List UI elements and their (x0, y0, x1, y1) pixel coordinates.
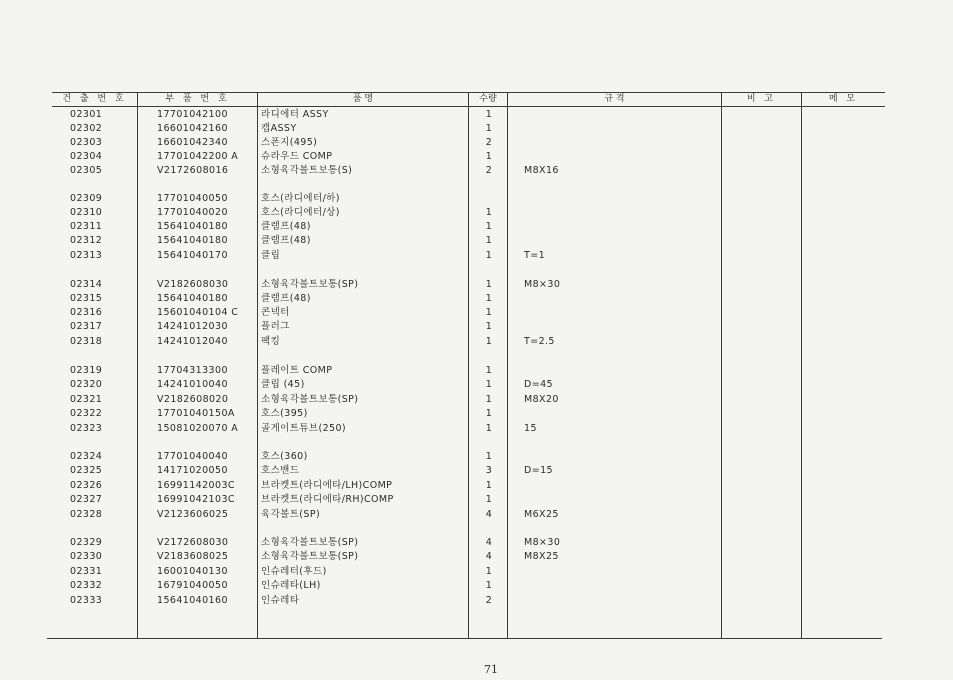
row-quantity: 4 (485, 537, 493, 548)
row-part-number: 17701042100 (157, 109, 228, 120)
row-number: 02319 (70, 365, 103, 376)
page-number: 71 (484, 663, 498, 676)
row-part-number: 16001040130 (157, 566, 228, 577)
row-part-number: 16991142003C (157, 480, 235, 491)
col-divider-2 (257, 92, 258, 638)
row-number: 02312 (70, 235, 103, 246)
row-number: 02328 (70, 509, 103, 520)
row-number: 02333 (70, 595, 103, 606)
row-quantity: 1 (485, 394, 493, 405)
row-part-number: 16991042103C (157, 494, 235, 505)
row-part-number: V2172608016 (157, 165, 229, 176)
row-part-name: 클램프(48) (261, 293, 311, 304)
row-part-name: 클램프(48) (261, 221, 311, 232)
row-spec: M8X20 (524, 394, 559, 405)
row-part-name: 콘넥터 (261, 307, 290, 318)
row-spec: M8×30 (524, 279, 561, 290)
row-part-name: 인슈레터(후드) (261, 566, 327, 577)
row-part-number: V2182608020 (157, 394, 229, 405)
row-spec: M6X25 (524, 509, 559, 520)
row-part-name: 클램프(48) (261, 235, 311, 246)
row-part-number: 16601042160 (157, 123, 228, 134)
row-number: 02303 (70, 137, 103, 148)
row-quantity: 3 (485, 465, 493, 476)
row-part-number: 17701040020 (157, 207, 228, 218)
row-quantity: 2 (485, 137, 493, 148)
row-spec: M8×30 (524, 537, 561, 548)
row-quantity: 2 (485, 595, 493, 606)
row-number: 02326 (70, 480, 103, 491)
row-part-name: 슈라우드 COMP (261, 151, 333, 162)
row-quantity: 2 (485, 165, 493, 176)
row-part-number: 17701042200 A (157, 151, 239, 162)
row-part-name: 플레이트 COMP (261, 365, 333, 376)
col-divider-5 (721, 92, 722, 638)
row-number: 02322 (70, 408, 103, 419)
row-spec: T=1 (524, 250, 546, 261)
row-part-name: 소형육각볼트보통(SP) (261, 537, 359, 548)
row-spec: T=2.5 (524, 336, 555, 347)
row-quantity: 1 (485, 250, 493, 261)
row-number: 02310 (70, 207, 103, 218)
row-part-name: 브라켓트(라디에타/RH)COMP (261, 494, 394, 505)
row-number: 02327 (70, 494, 103, 505)
row-number: 02317 (70, 321, 103, 332)
row-number: 02331 (70, 566, 103, 577)
row-part-name: 라디에터 ASSY (261, 109, 329, 120)
row-part-name: 팩킹 (261, 336, 281, 347)
row-quantity: 1 (485, 109, 493, 120)
row-number: 02323 (70, 423, 103, 434)
row-part-number: 15641040160 (157, 595, 228, 606)
row-part-number: 17704313300 (157, 365, 228, 376)
row-quantity: 1 (485, 480, 493, 491)
header-part-name: 품 명 (352, 94, 374, 104)
header-spec: 규 격 (604, 94, 625, 104)
row-quantity: 1 (485, 221, 493, 232)
row-part-number: 16601042340 (157, 137, 228, 148)
row-number: 02315 (70, 293, 103, 304)
row-spec: 15 (524, 423, 537, 434)
row-number: 02325 (70, 465, 103, 476)
row-part-name: 클립 (261, 250, 281, 261)
row-part-name: 소형육각볼트보통(SP) (261, 279, 359, 290)
row-quantity: 1 (485, 235, 493, 246)
row-part-number: V2123606025 (157, 509, 229, 520)
row-part-number: V2183608025 (157, 551, 229, 562)
row-number: 02324 (70, 451, 103, 462)
row-number: 02329 (70, 537, 103, 548)
row-part-name: 캡ASSY (261, 123, 297, 134)
row-part-number: V2172608030 (157, 537, 229, 548)
row-part-name: 플러그 (261, 321, 290, 332)
row-part-name: 스폰지(495) (261, 137, 318, 148)
row-quantity: 1 (485, 580, 493, 591)
row-part-name: 소형육각볼트보통(S) (261, 165, 353, 176)
row-number: 02320 (70, 379, 103, 390)
row-part-name: 인슈레타 (261, 595, 300, 606)
row-part-name: 호스(395) (261, 408, 308, 419)
header-part-number: 부 품 번 호 (165, 94, 230, 104)
row-part-number: 15601040104 C (157, 307, 239, 318)
row-part-number: 15641040180 (157, 293, 228, 304)
row-part-number: 14241010040 (157, 379, 228, 390)
row-quantity: 4 (485, 551, 493, 562)
row-part-name: 골게이트튜브(250) (261, 423, 347, 434)
row-quantity: 1 (485, 207, 493, 218)
row-part-number: 15081020070 A (157, 423, 239, 434)
row-number: 02316 (70, 307, 103, 318)
row-part-number: 14241012040 (157, 336, 228, 347)
row-spec: M8X25 (524, 551, 559, 562)
row-part-name: 클립 (45) (261, 379, 305, 390)
row-part-number: 17701040040 (157, 451, 228, 462)
row-quantity: 1 (485, 365, 493, 376)
row-quantity: 1 (485, 151, 493, 162)
row-quantity: 1 (485, 494, 493, 505)
row-part-number: V2182608030 (157, 279, 229, 290)
row-number: 02304 (70, 151, 103, 162)
row-quantity: 1 (485, 321, 493, 332)
header-qty: 수량 (479, 94, 497, 104)
row-number: 02302 (70, 123, 103, 134)
row-quantity: 1 (485, 451, 493, 462)
row-number: 02313 (70, 250, 103, 261)
row-spec: D=15 (524, 465, 553, 476)
col-divider-6 (801, 92, 802, 638)
row-part-name: 인슈레타(LH) (261, 580, 321, 591)
row-part-name: 호스(라디에터/상) (261, 207, 340, 218)
row-part-number: 15641040170 (157, 250, 228, 261)
row-number: 02309 (70, 193, 103, 204)
row-part-number: 14241012030 (157, 321, 228, 332)
row-part-number: 15641040180 (157, 221, 228, 232)
table-bottom-rule (47, 638, 882, 639)
row-part-number: 17701040150A (157, 408, 235, 419)
row-spec: D=45 (524, 379, 553, 390)
row-part-name: 소형육각볼트보통(SP) (261, 551, 359, 562)
row-number: 02321 (70, 394, 103, 405)
row-part-name: 호스(라디에터/하) (261, 193, 340, 204)
row-number: 02330 (70, 551, 103, 562)
row-part-name: 소형육각볼트보통(SP) (261, 394, 359, 405)
row-part-name: 브라켓트(라디에타/LH)COMP (261, 480, 393, 491)
row-part-number: 14171020050 (157, 465, 228, 476)
header-remark: 비 고 (746, 94, 777, 104)
row-part-number: 17701040050 (157, 193, 228, 204)
row-quantity: 1 (485, 279, 493, 290)
row-quantity: 1 (485, 423, 493, 434)
row-quantity: 1 (485, 336, 493, 347)
row-part-name: 호스밴드 (261, 465, 300, 476)
row-quantity: 1 (485, 293, 493, 304)
header-memo: 메 모 (828, 94, 859, 104)
row-quantity: 1 (485, 307, 493, 318)
row-spec: M8X16 (524, 165, 559, 176)
row-number: 02305 (70, 165, 103, 176)
row-number: 02301 (70, 109, 103, 120)
row-part-name: 육각볼트(SP) (261, 509, 321, 520)
row-quantity: 4 (485, 509, 493, 520)
header-no: 건 출 번 호 (62, 94, 127, 104)
row-quantity: 1 (485, 123, 493, 134)
row-quantity: 1 (485, 379, 493, 390)
row-number: 02332 (70, 580, 103, 591)
row-part-name: 호스(360) (261, 451, 308, 462)
col-divider-1 (137, 92, 138, 638)
row-quantity: 1 (485, 566, 493, 577)
row-quantity: 1 (485, 408, 493, 419)
row-part-number: 15641040180 (157, 235, 228, 246)
row-number: 02318 (70, 336, 103, 347)
row-number: 02314 (70, 279, 103, 290)
row-number: 02311 (70, 221, 103, 232)
row-part-number: 16791040050 (157, 580, 228, 591)
